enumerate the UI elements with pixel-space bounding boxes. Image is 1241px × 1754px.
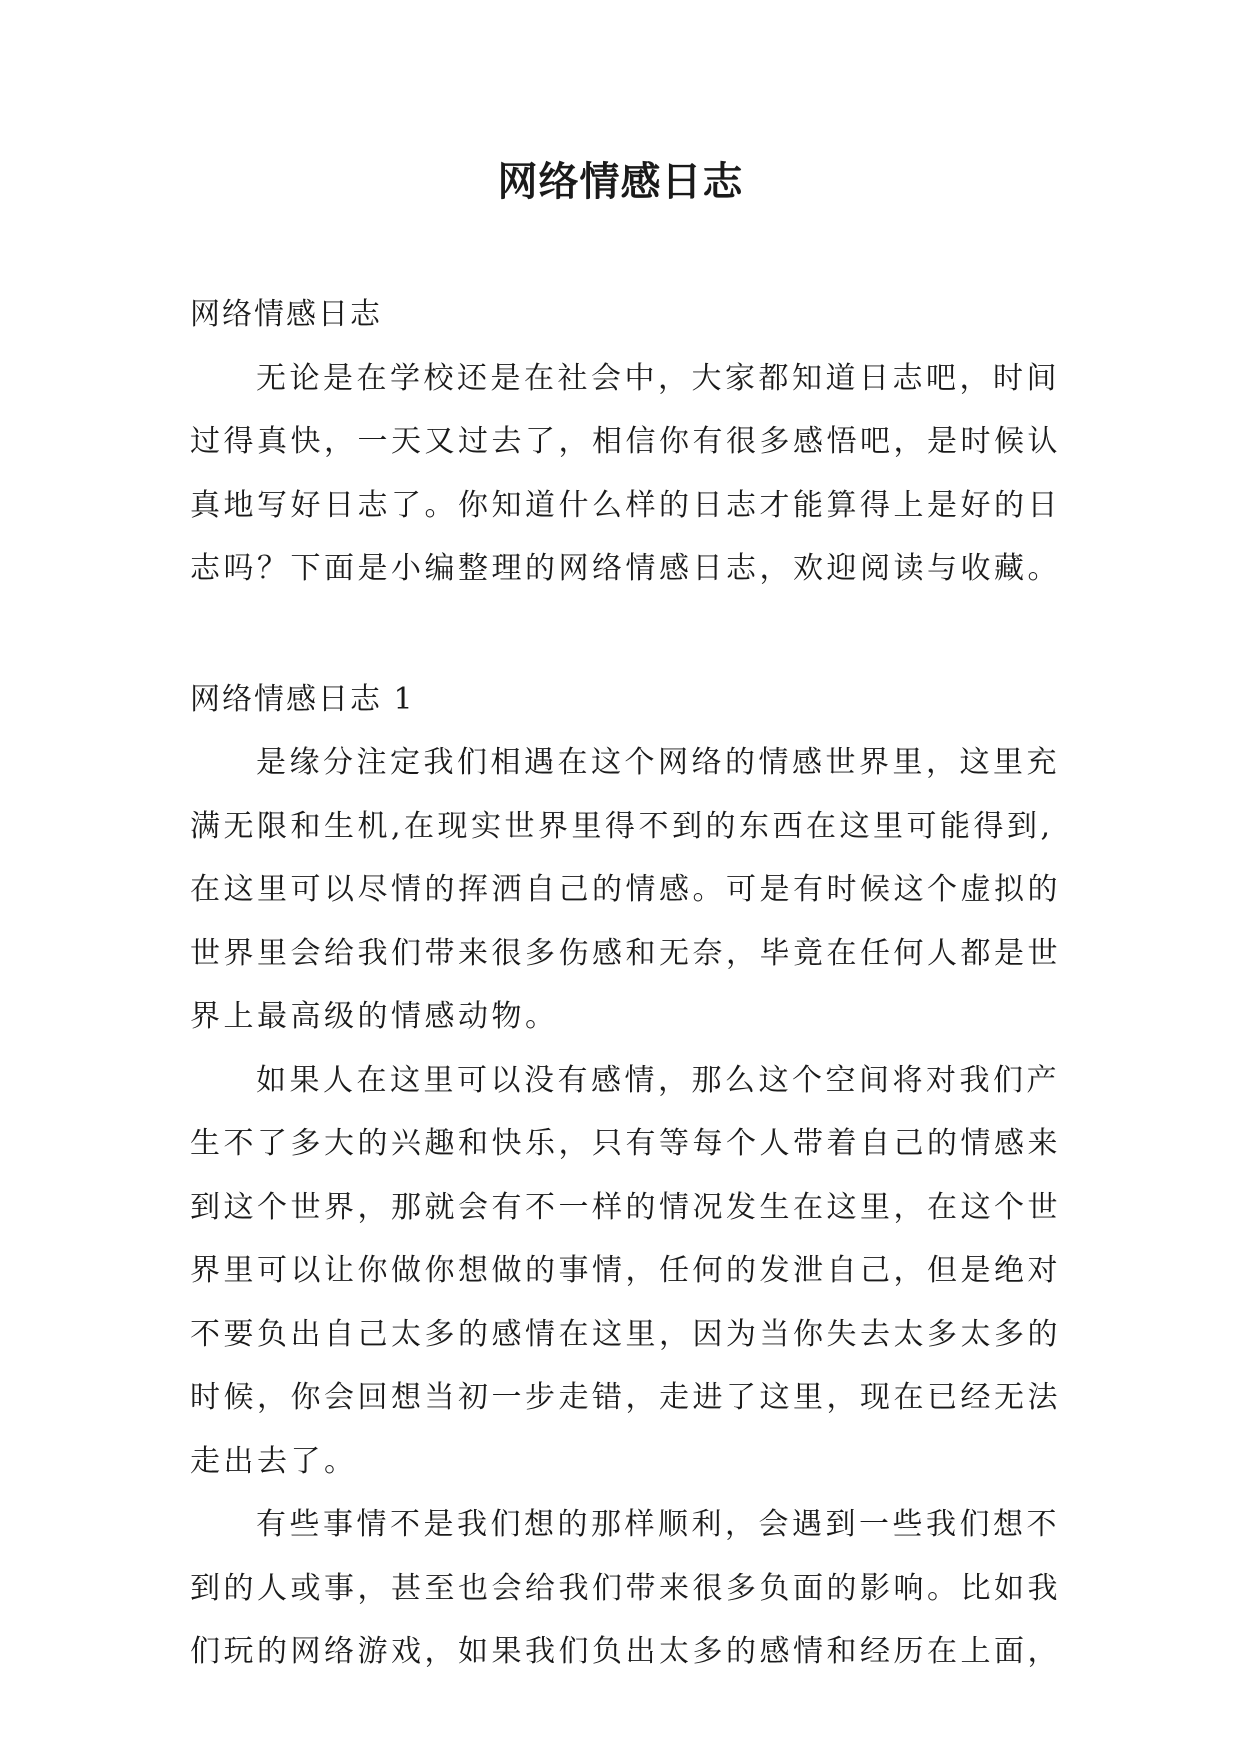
- paragraph-line: 到的人或事，甚至也会给我们带来很多负面的影响。比如我: [190, 1570, 1061, 1606]
- paragraph-line: 是缘分注定我们相遇在这个网络的情感世界里，这里充: [256, 745, 1060, 780]
- paragraph-line: 到这个世界，那就会有不一样的情况发生在这里，在这个世: [190, 1189, 1061, 1225]
- paragraph-line: 过得真快，一天又过去了，相信你有很多感悟吧，是时候认: [190, 424, 1061, 459]
- paragraph-2: [190, 1049, 1060, 1494]
- paragraph-line: 界里可以让你做你想做的事情，任何的发泄自己，但是绝对: [190, 1253, 1061, 1288]
- paragraph-line: 们玩的网络游戏，如果我们负出太多的感情和经历在上面，: [190, 1634, 1061, 1669]
- paragraph-line: 满无限和生机,在现实世界里得不到的东西在这里可能得到,: [190, 808, 1054, 844]
- paragraph-line: 真地写好日志了。你知道什么样的日志才能算得上是好的日: [190, 487, 1061, 523]
- paragraph-line: 走出去了。: [190, 1443, 358, 1479]
- paragraph-line: 生不了多大的兴趣和快乐，只有等每个人带着自己的情感来: [190, 1126, 1061, 1161]
- document-body: [190, 283, 1060, 1684]
- paragraph-line: 在这里可以尽情的挥洒自己的情感。可是有时候这个虚拟的: [190, 872, 1061, 907]
- paragraph-line: 有些事情不是我们想的那样顺利，会遇到一些我们想不: [256, 1507, 1060, 1542]
- document-title: 网络情感日志: [497, 158, 744, 205]
- paragraph-line: 无论是在学校还是在社会中，大家都知道日志吧，时间: [256, 360, 1060, 396]
- intro-paragraph: [190, 347, 1060, 601]
- paragraph-line: 如果人在这里可以没有感情，那么这个空间将对我们产: [256, 1062, 1060, 1098]
- paragraph-1: [190, 731, 1060, 1049]
- paragraph-line: 世界里会给我们带来很多伤感和无奈，毕竟在任何人都是世: [190, 935, 1061, 971]
- paragraph-3: [190, 1493, 1060, 1684]
- section-gap: [190, 601, 1060, 668]
- paragraph-line: 不要负出自己太多的感情在这里，因为当你失去太多太多的: [190, 1316, 1061, 1352]
- paragraph-line: 志吗？下面是小编整理的网络情感日志，欢迎阅读与收藏。: [190, 551, 1061, 586]
- section-heading: 网络情感日志 1: [190, 681, 415, 717]
- subtitle: 网络情感日志: [190, 297, 382, 332]
- paragraph-line: 界上最高级的情感动物。: [190, 999, 559, 1034]
- paragraph-line: 时候，你会回想当初一步走错，走进了这里，现在已经无法: [190, 1380, 1061, 1415]
